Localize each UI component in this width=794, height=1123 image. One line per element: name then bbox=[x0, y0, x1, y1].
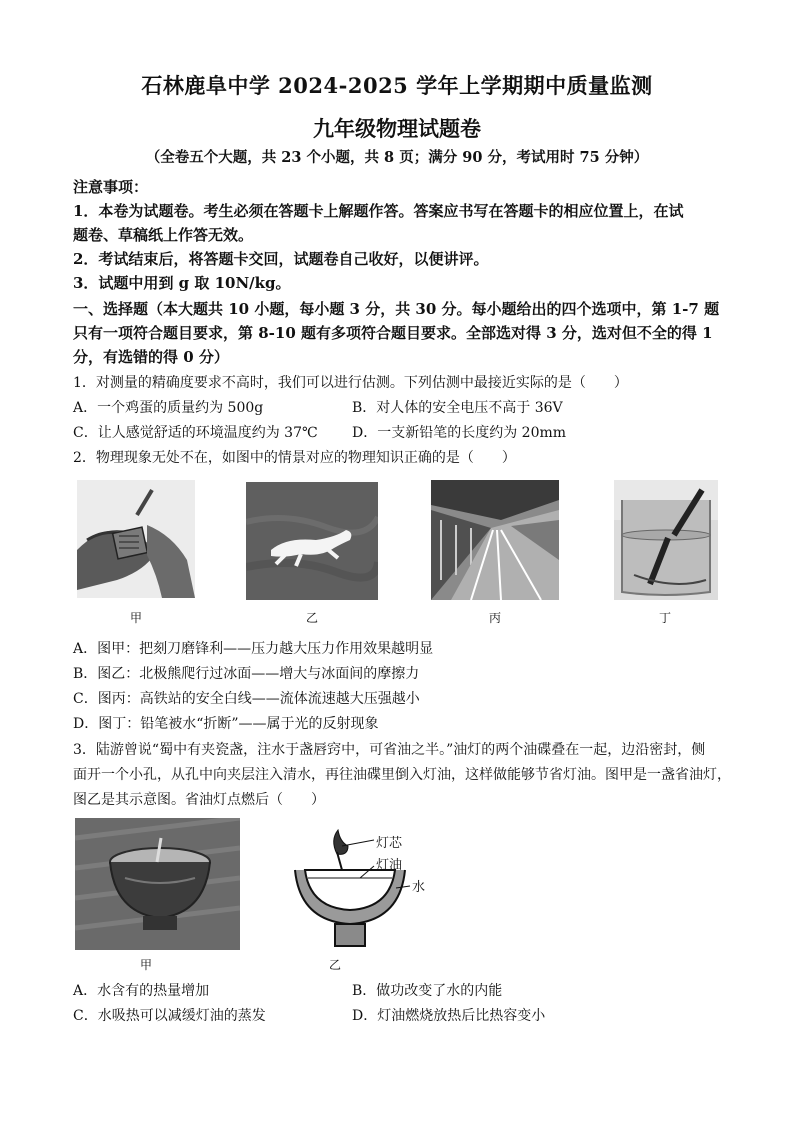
note-item-1b: 题卷、草稿纸上作答无效。 bbox=[73, 226, 254, 244]
q2-option-a: A．图甲：把刻刀磨锋利——压力越大压力作用效果越明显 bbox=[73, 641, 434, 657]
q2-stem: 2．物理现象无处不在，如图中的情景对应的物理知识正确的是（ ） bbox=[73, 450, 516, 466]
note-item-2: 2．考试结束后，将答题卡交回，试题卷自己收好，以便讲评。 bbox=[73, 250, 489, 268]
q2-photo-bing bbox=[431, 480, 559, 600]
section-heading-line3: 分，有选错的得 0 分） bbox=[73, 348, 229, 366]
q3-option-a: A．水含有的热量增加 bbox=[73, 983, 210, 999]
q3-label-oil: 灯油 bbox=[376, 858, 403, 873]
section-heading-line2: 只有一项符合题目要求，第 8-10 题有多项符合题目要求。全部选对得 3 分，选对但不全的得 1 bbox=[73, 324, 713, 342]
q2-photo-jia bbox=[77, 480, 195, 598]
q1-option-b: B．对人体的安全电压不高于 36V bbox=[352, 400, 563, 416]
q2-option-c: C．图丙：高铁站的安全白线——流体流速越大压强越小 bbox=[73, 691, 420, 707]
q3-option-b: B．做功改变了水的内能 bbox=[352, 983, 503, 999]
exam-title: 石林鹿阜中学 2024-2025 学年上学期期中质量监测 bbox=[141, 73, 653, 98]
note-item-3: 3．试题中用到 g 取 10N/kg。 bbox=[73, 274, 291, 292]
q2-caption-ding: 丁 bbox=[658, 611, 671, 625]
section-heading-line1: 一、选择题（本大题共 10 小题，每小题 3 分，共 30 分。每小题给出的四个选项中，第 1-7 题 bbox=[73, 300, 720, 318]
note-item-1a: 1．本卷为试题卷。考生必须在答题卡上解题作答。答案应书写在答题卡的相应位置上，在试 bbox=[73, 202, 684, 220]
q3-option-d: D．灯油燃烧放热后比热容变小 bbox=[352, 1008, 546, 1024]
exam-subtitle: 九年级物理试题卷 bbox=[313, 116, 481, 141]
q2-option-d: D．图丁：铅笔被水“折断”——属于光的反射现象 bbox=[73, 716, 379, 732]
q3-label-wick: 灯芯 bbox=[376, 836, 403, 851]
q3-diagram-yi bbox=[290, 826, 450, 952]
exam-info: （全卷五个大题，共 23 个小题，共 8 页；满分 90 分，考试用时 75 分钟） bbox=[145, 149, 649, 166]
q1-option-c: C．让人感觉舒适的环境温度约为 37℃ bbox=[73, 425, 318, 441]
q3-stem-line2: 面开一个小孔，从孔中向夹层注入清水，再往油碟里倒入灯油，这样做能够节省灯油。图甲是一盏省油灯， bbox=[73, 767, 731, 783]
q2-photo-yi bbox=[246, 482, 378, 600]
q3-option-c: C．水吸热可以减缓灯油的蒸发 bbox=[73, 1008, 266, 1024]
q3-photo-jia bbox=[75, 818, 240, 950]
q3-stem-line1: 3．陆游曾说“蜀中有夹瓷盏，注水于盏唇窍中，可省油之半。”油灯的两个油碟叠在一起，边沿密封，侧 bbox=[73, 742, 706, 758]
q3-caption-yi: 乙 bbox=[328, 958, 341, 972]
q1-stem: 1．对测量的精确度要求不高时，我们可以进行估测。下列估测中最接近实际的是（ ） bbox=[73, 375, 628, 391]
q2-caption-bing: 丙 bbox=[488, 611, 501, 625]
notes-heading: 注意事项： bbox=[73, 178, 149, 196]
q3-stem-line3: 图乙是其示意图。省油灯点燃后（ ） bbox=[73, 792, 325, 808]
q1-option-d: D．一支新铅笔的长度约为 20mm bbox=[352, 425, 567, 441]
q2-caption-yi: 乙 bbox=[305, 611, 318, 625]
q2-photo-ding bbox=[614, 480, 718, 600]
q1-option-a: A．一个鸡蛋的质量约为 500g bbox=[73, 400, 264, 416]
q3-caption-jia: 甲 bbox=[139, 958, 152, 972]
q3-label-water: 水 bbox=[412, 880, 426, 895]
q2-option-b: B．图乙：北极熊爬行过冰面——增大与冰面间的摩擦力 bbox=[73, 666, 420, 682]
q2-caption-jia: 甲 bbox=[129, 611, 142, 625]
